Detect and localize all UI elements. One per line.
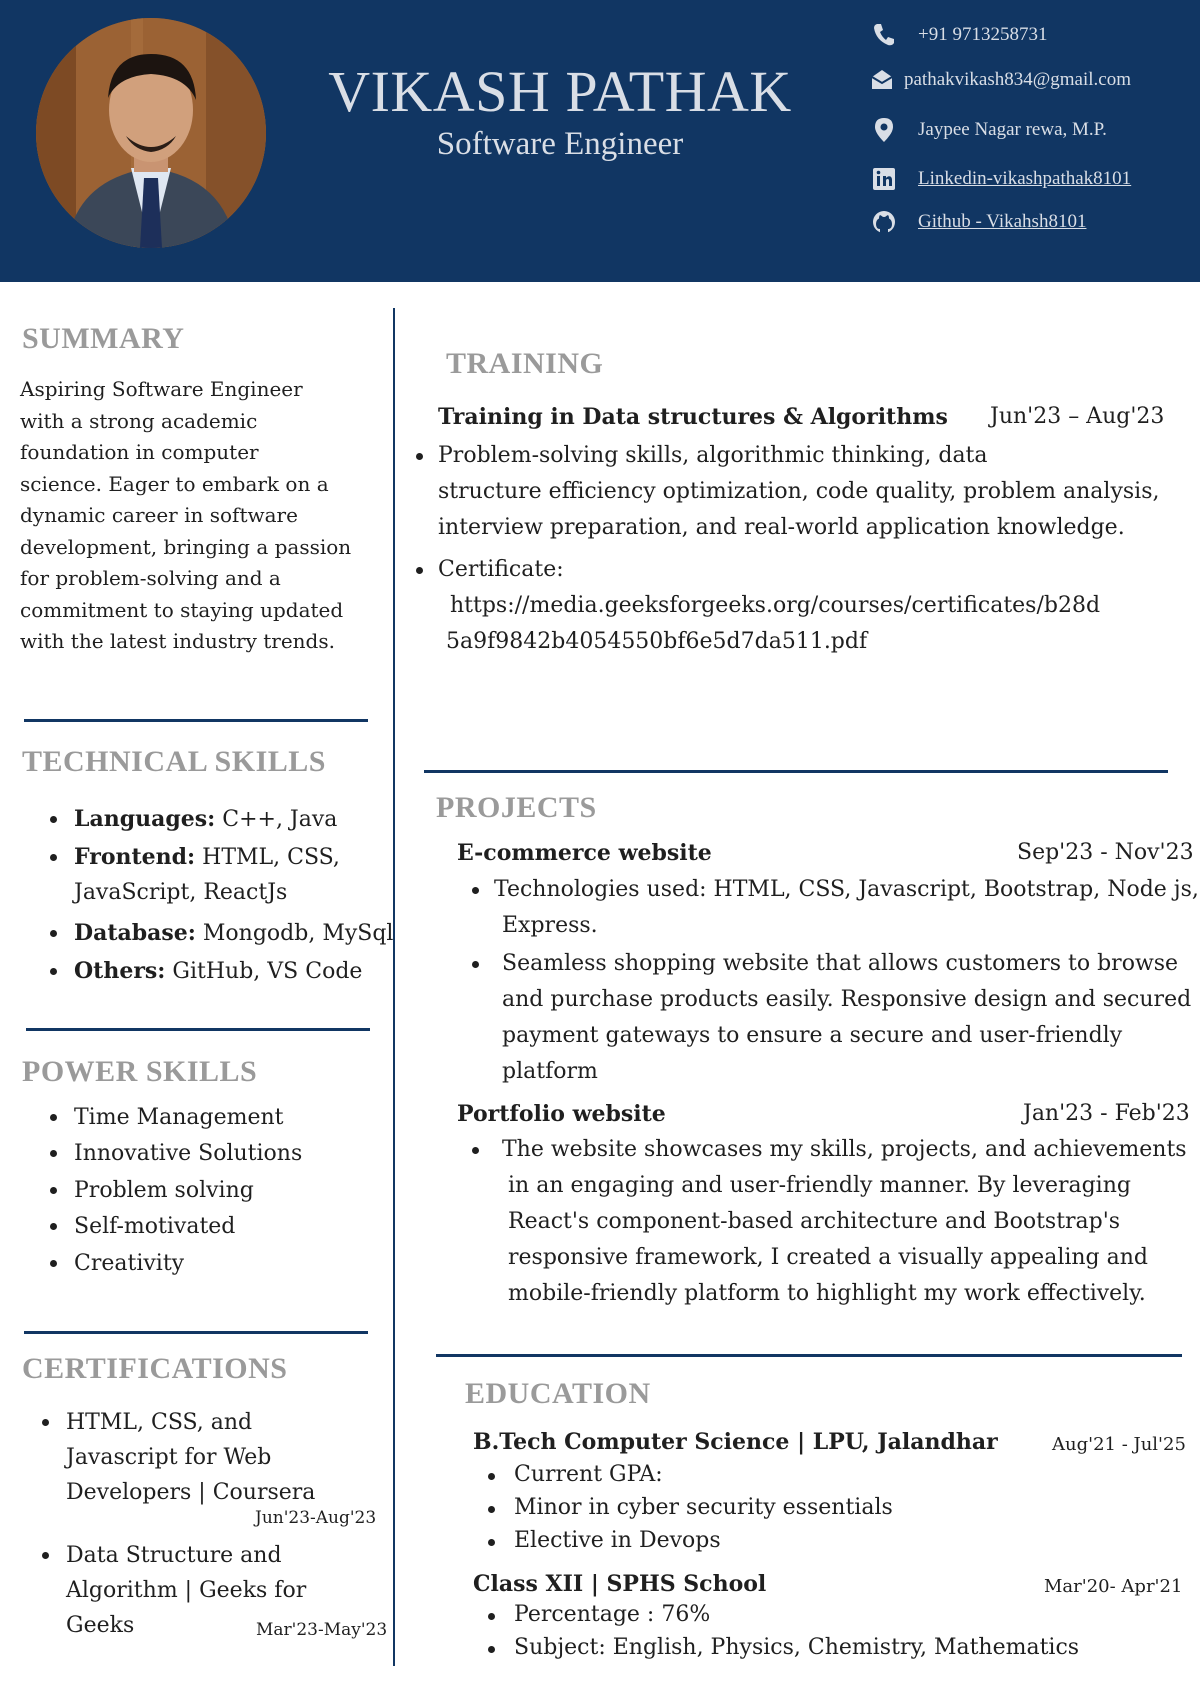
bullet-icon [472, 887, 479, 894]
summary-text [20, 374, 380, 658]
certification-line: Geeks [66, 1613, 135, 1638]
certification-line: Developers | Coursera [66, 1480, 316, 1505]
power-skill-text: Innovative Solutions [74, 1141, 303, 1166]
candidate-role: Software Engineer [436, 126, 684, 162]
certification-line: Javascript for Web [66, 1445, 272, 1470]
phone-text: +91 9713258731 [918, 24, 1048, 45]
certification-line: Algorithm | Geeks for [66, 1578, 307, 1603]
certification-date: Mar'23-May'23 [256, 1620, 388, 1640]
skill-item [44, 954, 394, 989]
project-line: responsive framework, I created a visually appealing and [508, 1245, 1148, 1270]
email-text: pathakvikash834@gmail.com [904, 69, 1131, 90]
phone-icon [872, 22, 896, 48]
education-heading: EDUCATION [465, 1377, 651, 1410]
education-date: Aug'21 - Jul'25 [1052, 1434, 1186, 1455]
skill-value: GitHub, VS Code [165, 959, 363, 984]
skill-label: Database: [74, 920, 196, 946]
skill-item [44, 840, 394, 910]
training-heading: TRAINING [446, 347, 604, 380]
project-line: The website showcases my skills, projects, and achievements [502, 1137, 1187, 1162]
bullet-icon [472, 961, 479, 968]
section-divider [24, 1331, 368, 1334]
project-name: Portfolio website [457, 1101, 666, 1127]
education-bullet [488, 1631, 1188, 1664]
summary-line: foundation in computer [20, 440, 259, 464]
education-line: Minor in cyber security essentials [514, 1495, 893, 1520]
power-skill-item [44, 1209, 235, 1244]
project-line: platform [502, 1059, 598, 1084]
github-icon [872, 209, 896, 235]
skill-value: JavaScript, ReactJs [74, 880, 288, 905]
section-divider [26, 1028, 370, 1031]
project-line: mobile-friendly platform to highlight my work effectively. [508, 1281, 1146, 1306]
bullet-icon [488, 1646, 495, 1653]
linkedin-icon [872, 166, 896, 192]
project-line: Seamless shopping website that allows customers to browse [502, 951, 1179, 976]
bullet-icon [50, 1223, 57, 1230]
section-divider [24, 719, 368, 722]
summary-line: with the latest industry trends. [20, 629, 335, 653]
power-skill-item [44, 1136, 302, 1171]
section-divider [436, 1354, 1182, 1357]
summary-line: dynamic career in software [20, 503, 298, 527]
bullet-icon [50, 816, 57, 823]
training-course: Training in Data structures & Algorithms [438, 404, 948, 430]
education-degree: B.Tech Computer Science | LPU, Jalandhar [473, 1429, 998, 1455]
linkedin-link[interactable]: Linkedin-vikashpathak8101 [918, 168, 1132, 189]
bullet-icon [42, 1419, 49, 1426]
summary-line: for problem-solving and a [20, 566, 281, 590]
power-skill-text: Creativity [74, 1251, 185, 1276]
education-line: Subject: English, Physics, Chemistry, Mathematics [514, 1635, 1080, 1660]
project-line: React's component-based architecture and Bootstrap's [508, 1209, 1121, 1234]
summary-line: Aspiring Software Engineer [20, 377, 303, 401]
summary-line: commitment to staying updated [20, 597, 344, 622]
education-bullet [488, 1491, 1188, 1524]
training-date: Jun'23 – Aug'23 [990, 404, 1165, 429]
email-icon [870, 67, 894, 93]
projects-heading: PROJECTS [436, 791, 597, 824]
project-line: and purchase products easily. Responsive design and secured [502, 987, 1192, 1012]
education-date: Mar'20- Apr'21 [1044, 1576, 1183, 1597]
bullet-icon [50, 1114, 57, 1121]
bullet-icon [416, 567, 423, 574]
github-link[interactable]: Github - Vikahsh8101 [918, 211, 1087, 232]
certificate-label: Certificate: [438, 557, 564, 582]
bullet-icon [50, 930, 57, 937]
bullet-icon [488, 1539, 495, 1546]
education-line: Current GPA: [514, 1462, 663, 1487]
project-date: Jan'23 - Feb'23 [1023, 1101, 1190, 1126]
skill-value: Mongodb, MySql [195, 921, 394, 946]
training-bullet [416, 438, 1196, 546]
project-bullet [472, 946, 1200, 1090]
skill-item [44, 916, 394, 951]
education-bullet [488, 1458, 1188, 1491]
project-line: Express. [502, 913, 598, 938]
power-skill-item [44, 1100, 284, 1135]
education-line: Elective in Devops [514, 1528, 721, 1553]
skill-label: Frontend: [74, 844, 196, 870]
bullet-icon [416, 453, 423, 460]
power-skill-item [44, 1246, 184, 1281]
project-bullet [472, 872, 1200, 944]
certificate-url[interactable]: https://media.geeksforgeeks.org/courses/certificates/b28d [450, 593, 1101, 618]
power-skill-text: Self-motivated [74, 1214, 236, 1239]
bullet-icon [42, 1552, 49, 1559]
skill-value: HTML, CSS, [195, 845, 340, 870]
summary-line: development, bringing a passion [20, 534, 352, 559]
education-bullet [488, 1524, 1188, 1557]
training-line: interview preparation, and real-world application knowledge. [438, 515, 1125, 540]
location-text: Jaypee Nagar rewa, M.P. [918, 119, 1107, 140]
bullet-icon [50, 968, 57, 975]
project-bullet [472, 1132, 1200, 1312]
training-line: Problem-solving skills, algorithmic thinking, data [438, 443, 988, 468]
power-skill-text: Time Management [74, 1105, 284, 1130]
bullet-icon [488, 1506, 495, 1513]
bullet-icon [50, 1150, 57, 1157]
power-skill-item [44, 1173, 254, 1208]
header-banner [0, 0, 1200, 282]
skill-value: C++, Java [215, 807, 338, 832]
bullet-icon [50, 1187, 57, 1194]
summary-heading: SUMMARY [22, 322, 185, 355]
certification-line: Data Structure and [66, 1543, 282, 1568]
bullet-icon [488, 1473, 495, 1480]
power-skill-text: Problem solving [74, 1178, 254, 1203]
training-certificate [416, 552, 1196, 660]
bullet-icon [50, 854, 57, 861]
profile-photo [36, 18, 266, 248]
project-line: in an engaging and user-friendly manner. By leveraging [508, 1173, 1131, 1198]
location-pin-icon [872, 117, 896, 143]
education-degree: Class XII | SPHS School [473, 1571, 767, 1597]
project-date: Sep'23 - Nov'23 [1017, 840, 1194, 865]
section-divider [424, 770, 1168, 773]
skill-label: Languages: [74, 806, 216, 832]
skill-item [44, 802, 394, 837]
project-name: E-commerce website [457, 840, 712, 866]
candidate-name: VIKASH PATHAK [328, 59, 792, 124]
bullet-icon [488, 1613, 495, 1620]
bullet-icon [472, 1147, 479, 1154]
bullet-icon [50, 1260, 57, 1267]
project-line: Technologies used: HTML, CSS, Javascript, Bootstrap, Node js, [494, 877, 1199, 902]
project-line: payment gateways to ensure a secure and user-friendly [502, 1023, 1123, 1048]
skill-label: Others: [74, 958, 166, 984]
education-bullet [488, 1598, 1188, 1631]
certification-item [36, 1405, 366, 1510]
training-line: structure efficiency optimization, code quality, problem analysis, [438, 479, 1160, 504]
certification-date: Jun'23-Aug'23 [255, 1508, 377, 1528]
certifications-heading: CERTIFICATIONS [22, 1352, 288, 1385]
summary-line: science. Eager to embark on a [20, 471, 329, 496]
technical-skills-heading: TECHNICAL SKILLS [22, 745, 326, 778]
certificate-url[interactable]: 5a9f9842b4054550bf6e5d7da511.pdf [446, 629, 868, 654]
summary-line: with a strong academic [20, 408, 258, 433]
education-line: Percentage : 76% [514, 1602, 711, 1627]
certification-line: HTML, CSS, and [66, 1410, 253, 1435]
power-skills-heading: POWER SKILLS [22, 1055, 258, 1088]
